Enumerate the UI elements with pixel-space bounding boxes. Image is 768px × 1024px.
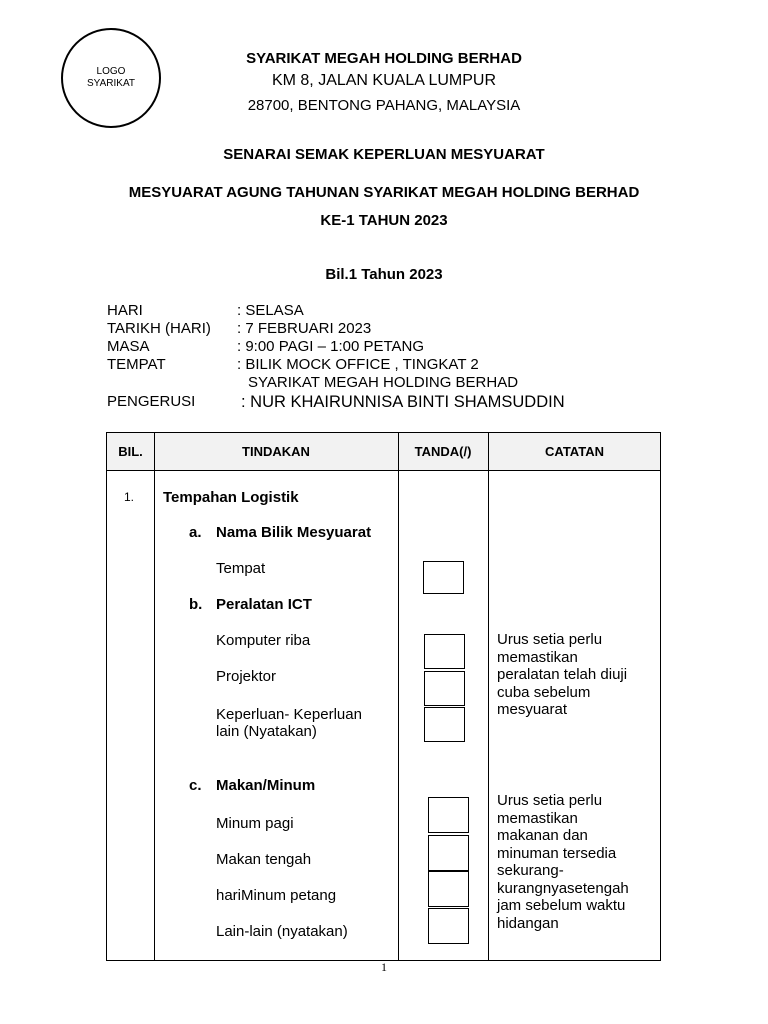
checkbox-projektor[interactable] (424, 671, 465, 706)
tempat-label: TEMPAT (107, 356, 166, 373)
hari-label: HARI (107, 302, 143, 319)
section-title: Tempahan Logistik (163, 489, 299, 506)
row-number: 1. (124, 490, 135, 504)
item-minum-petang: hariMinum petang (216, 887, 337, 904)
tarikh-value: : 7 FEBRUARI 2023 (237, 320, 372, 337)
item-minum-pagi: Minum pagi (216, 815, 294, 832)
checkbox-minum-pagi[interactable] (428, 797, 469, 833)
company-address-line1: KM 8, JALAN KUALA LUMPUR (271, 72, 497, 89)
masa-value: : 9:00 PAGI – 1:00 PETANG (237, 338, 425, 355)
checkbox-keperluan-lain[interactable] (424, 707, 465, 742)
note-makan-minum: Urus setia perlu memastikan makanan dan minuman tersedia sekurang- kurangnyasetengah jam sebelum waktu hidangan (497, 792, 629, 932)
item-keperluan-lain: Keperluan- Keperluan (216, 706, 362, 723)
tarikh-label: TARIKH (HARI) (107, 320, 211, 337)
checkbox-tempat[interactable] (423, 561, 464, 594)
company-name: SYARIKAT MEGAH HOLDING BERHAD (246, 50, 522, 67)
company-address-line2: 28700, BENTONG PAHANG, MALAYSIA (247, 97, 521, 114)
meeting-title: MESYUARAT AGUNG TAHUNAN SYARIKAT MEGAH HOLDING BERHAD (128, 184, 640, 201)
item-komputer-riba: Komputer riba (216, 632, 311, 649)
item-projektor: Projektor (216, 668, 277, 685)
pengerusi-label: PENGERUSI (107, 393, 196, 410)
sub-c-letter: c. (189, 777, 202, 794)
item-makan-tengah: Makan tengah (216, 851, 312, 868)
header-bil: BIL. (118, 444, 143, 459)
tempat-value-line2: SYARIKAT MEGAH HOLDING BERHAD (248, 374, 519, 391)
masa-label: MASA (107, 338, 150, 355)
logo-text-line2: SYARIKAT (87, 78, 135, 89)
sub-c-title: Makan/Minum (216, 777, 316, 794)
meeting-session: KE-1 TAHUN 2023 (320, 212, 448, 229)
tempat-value: : BILIK MOCK OFFICE , TINGKAT 2 (237, 356, 479, 373)
header-tanda: TANDA(/) (414, 444, 472, 459)
sub-a-title: Nama Bilik Mesyuarat (216, 524, 372, 541)
bil-number: Bil.1 Tahun 2023 (325, 266, 443, 283)
hari-value: : SELASA (237, 302, 304, 319)
checkbox-komputer-riba[interactable] (424, 634, 465, 669)
page-number: 1 (381, 960, 387, 974)
item-lain-lain: Lain-lain (nyatakan) (216, 923, 348, 940)
checkbox-lain-lain[interactable] (428, 908, 469, 944)
sub-b-letter: b. (189, 596, 203, 613)
logo-text-line1: LOGO (96, 66, 126, 77)
sub-b-title: Peralatan ICT (216, 596, 312, 613)
item-tempat: Tempat (216, 560, 266, 577)
checkbox-makan-tengah[interactable] (428, 835, 469, 871)
pengerusi-value: : NUR KHAIRUNNISA BINTI SHAMSUDDIN (241, 393, 565, 411)
item-keperluan-lain-line2: lain (Nyatakan) (216, 723, 317, 740)
header-tindakan: TINDAKAN (242, 444, 310, 459)
sub-a-letter: a. (189, 524, 202, 541)
checklist-title: SENARAI SEMAK KEPERLUAN MESYUARAT (223, 146, 545, 163)
note-peralatan: Urus setia perlu memastikan peralatan telah diuji cuba sebelum mesyuarat (497, 631, 628, 718)
checkbox-minum-petang[interactable] (428, 871, 469, 907)
checklist-table (106, 432, 661, 961)
header-catatan: CATATAN (545, 444, 604, 459)
